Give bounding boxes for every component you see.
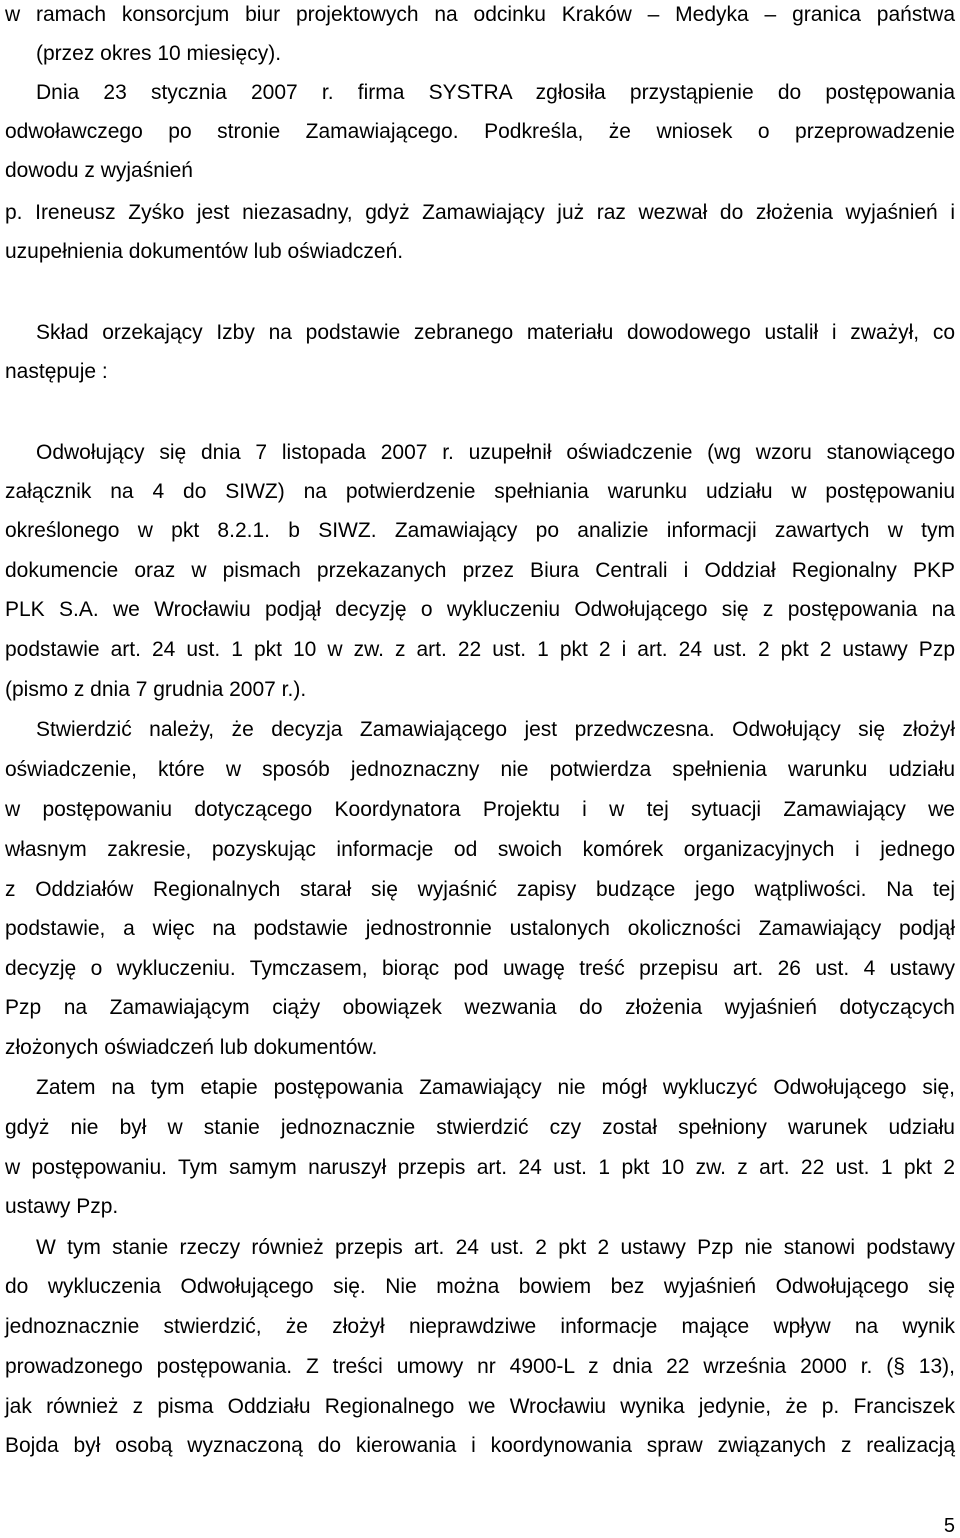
text-line: złożonych oświadczeń lub dokumentów. — [5, 1036, 378, 1059]
text-line: w postępowaniu. Tym samym naruszył przepis art. 24 ust. 1 pkt 10 zw. z art. 22 ust. 1 pkt 2 — [5, 1156, 955, 1179]
text-line: następuje : — [5, 360, 108, 383]
text-line: Odwołujący się dnia 7 listopada 2007 r. uzupełnił oświadczenie (wg wzoru stanowiącego — [36, 441, 955, 464]
text-line: w ramach konsorcjum biur projektowych na odcinku Kraków – Medyka – granica państwa — [5, 3, 955, 26]
text-line: załącznik na 4 do SIWZ) na potwierdzenie spełniania warunku udziału w postępowaniu — [5, 480, 955, 503]
text-line: podstawie art. 24 ust. 1 pkt 10 w zw. z art. 22 ust. 1 pkt 2 i art. 24 ust. 2 pkt 2 ustawy Pzp — [5, 638, 955, 661]
text-line: Skład orzekający Izby na podstawie zebranego materiału dowodowego ustalił i zważył, co — [36, 321, 955, 344]
text-line: uzupełnienia dokumentów lub oświadczeń. — [5, 240, 404, 263]
text-line: PLK S.A. we Wrocławiu podjął decyzję o wykluczeniu Odwołującego się z postępowania na — [5, 598, 955, 621]
text-line: prowadzonego postępowania. Z treści umowy nr 4900-L z dnia 22 września 2000 r. (§ 13), — [5, 1355, 955, 1378]
text-line: dokumencie oraz w pismach przekazanych przez Biura Centrali i Oddział Regionalny PKP — [5, 559, 955, 582]
text-line: dowodu z wyjaśnień — [5, 159, 193, 182]
text-line: Zatem na tym etapie postępowania Zamawiający nie mógł wykluczyć Odwołującego się, — [36, 1076, 955, 1099]
text-line: decyzję o wykluczeniu. Tymczasem, biorąc pod uwagę treść przepisu art. 26 ust. 4 ustawy — [5, 957, 955, 980]
text-line: p. Ireneusz Zyśko jest niezasadny, gdyż Zamawiający już raz wezwał do złożenia wyjaśnień i — [5, 201, 955, 224]
text-line: ustawy Pzp. — [5, 1195, 119, 1218]
text-line: z Oddziałów Regionalnych starał się wyjaśnić zapisy budzące jego wątpliwości. Na tej — [5, 878, 955, 901]
text-line: gdyż nie był w stanie jednoznacznie stwierdzić czy został spełniony warunek udziału — [5, 1116, 955, 1139]
text-line: do wykluczenia Odwołującego się. Nie można bowiem bez wyjaśnień Odwołującego się — [5, 1275, 955, 1298]
text-line: W tym stanie rzeczy również przepis art. 24 ust. 2 pkt 2 ustawy Pzp nie stanowi podstawy — [36, 1236, 955, 1259]
text-line: Pzp na Zamawiającym ciąży obowiązek wezwania do złożenia wyjaśnień dotyczących — [5, 996, 955, 1019]
text-line: jak również z pisma Oddziału Regionalnego we Wrocławiu wynika jedynie, że p. Franciszek — [5, 1395, 955, 1418]
text-line: określonego w pkt 8.2.1. b SIWZ. Zamawiający po analizie informacji zawartych w tym — [5, 519, 955, 542]
text-line: w postępowaniu dotyczącego Koordynatora Projektu i w tej sytuacji Zamawiający we — [5, 798, 955, 821]
text-line: własnym zakresie, pozyskując informacje od swoich komórek organizacyjnych i jednego — [5, 838, 955, 861]
text-line: Dnia 23 stycznia 2007 r. firma SYSTRA zgłosiła przystąpienie do postępowania — [36, 81, 955, 104]
text-line: oświadczenie, które w sposób jednoznaczny nie potwierdza spełnienia warunku udziału — [5, 758, 955, 781]
text-line: odwoławczego po stronie Zamawiającego. Podkreśla, że wniosek o przeprowadzenie — [5, 120, 955, 143]
text-line: (przez okres 10 miesięcy). — [36, 42, 282, 65]
text-line: podstawie, a więc na podstawie jednostronnie ustalonych okoliczności Zamawiający podjął — [5, 917, 955, 940]
text-line: (pismo z dnia 7 grudnia 2007 r.). — [5, 678, 307, 701]
text-line: Stwierdzić należy, że decyzja Zamawiającego jest przedwczesna. Odwołujący się złożył — [36, 718, 955, 741]
text-line: jednoznacznie stwierdzić, że złożył nieprawdziwe informacje mające wpływ na wynik — [5, 1315, 955, 1338]
page-number: 5 — [943, 1515, 955, 1537]
text-line: Bojda był osobą wyznaczoną do kierowania i koordynowania spraw związanych z realizacją — [5, 1434, 955, 1457]
